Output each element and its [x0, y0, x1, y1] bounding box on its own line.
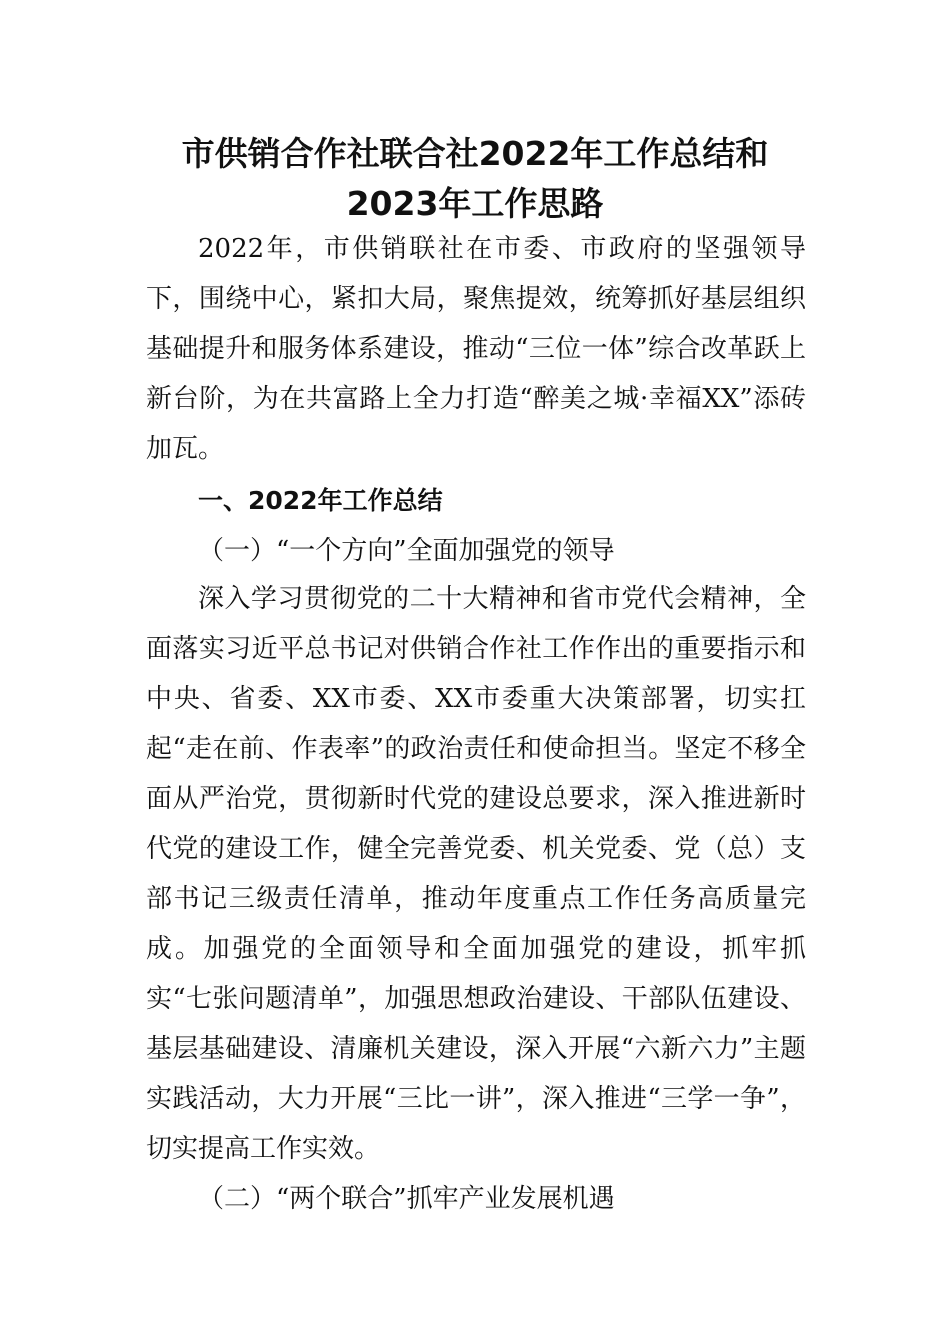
subsection-1-paragraph-block	[146, 574, 806, 1174]
subsection-heading-2: （二）“两个联合”抓牢产业发展机遇	[198, 1184, 615, 1214]
document-title-line-1: 市供销合作社联合社2022年工作总结和	[181, 134, 769, 173]
section-heading-1: 一、2022年工作总结	[198, 486, 443, 515]
intro-paragraph: 2022年，市供销联社在市委、市政府的坚强领导下，围绕中心，紧扣大局，聚焦提效，统筹抓好基层组织基础提升和服务体系建设，推动“三位一体”综合改革跃上新台阶，为在共富路上全力打造“醉美之城·幸福XX”添砖加瓦。	[146, 234, 806, 464]
subsection-1-paragraph: 深入学习贯彻党的二十大精神和省市党代会精神，全面落实习近平总书记对供销合作社工作作出的重要指示和中央、省委、XX市委、XX市委重大决策部署，切实扛起“走在前、作表率”的政治责任和使命担当。坚定不移全面从严治党，贯彻新时代党的建设总要求，深入推进新时代党的建设工作，健全完善党委、机关党委、党（总）支部书记三级责任清单，推动年度重点工作任务高质量完成。加强党的全面领导和全面加强党的建设，抓牢抓实“七张问题清单”，加强思想政治建设、干部队伍建设、基层基础建设、清廉机关建设，深入开展“六新六力”主题实践活动，大力开展“三比一讲”，深入推进“三学一争”，切实提高工作实效。	[146, 584, 806, 1164]
intro-paragraph-block	[146, 224, 806, 474]
document-title-line-2: 2023年工作思路	[346, 184, 604, 223]
subsection-heading-1: （一）“一个方向”全面加强党的领导	[198, 536, 615, 566]
